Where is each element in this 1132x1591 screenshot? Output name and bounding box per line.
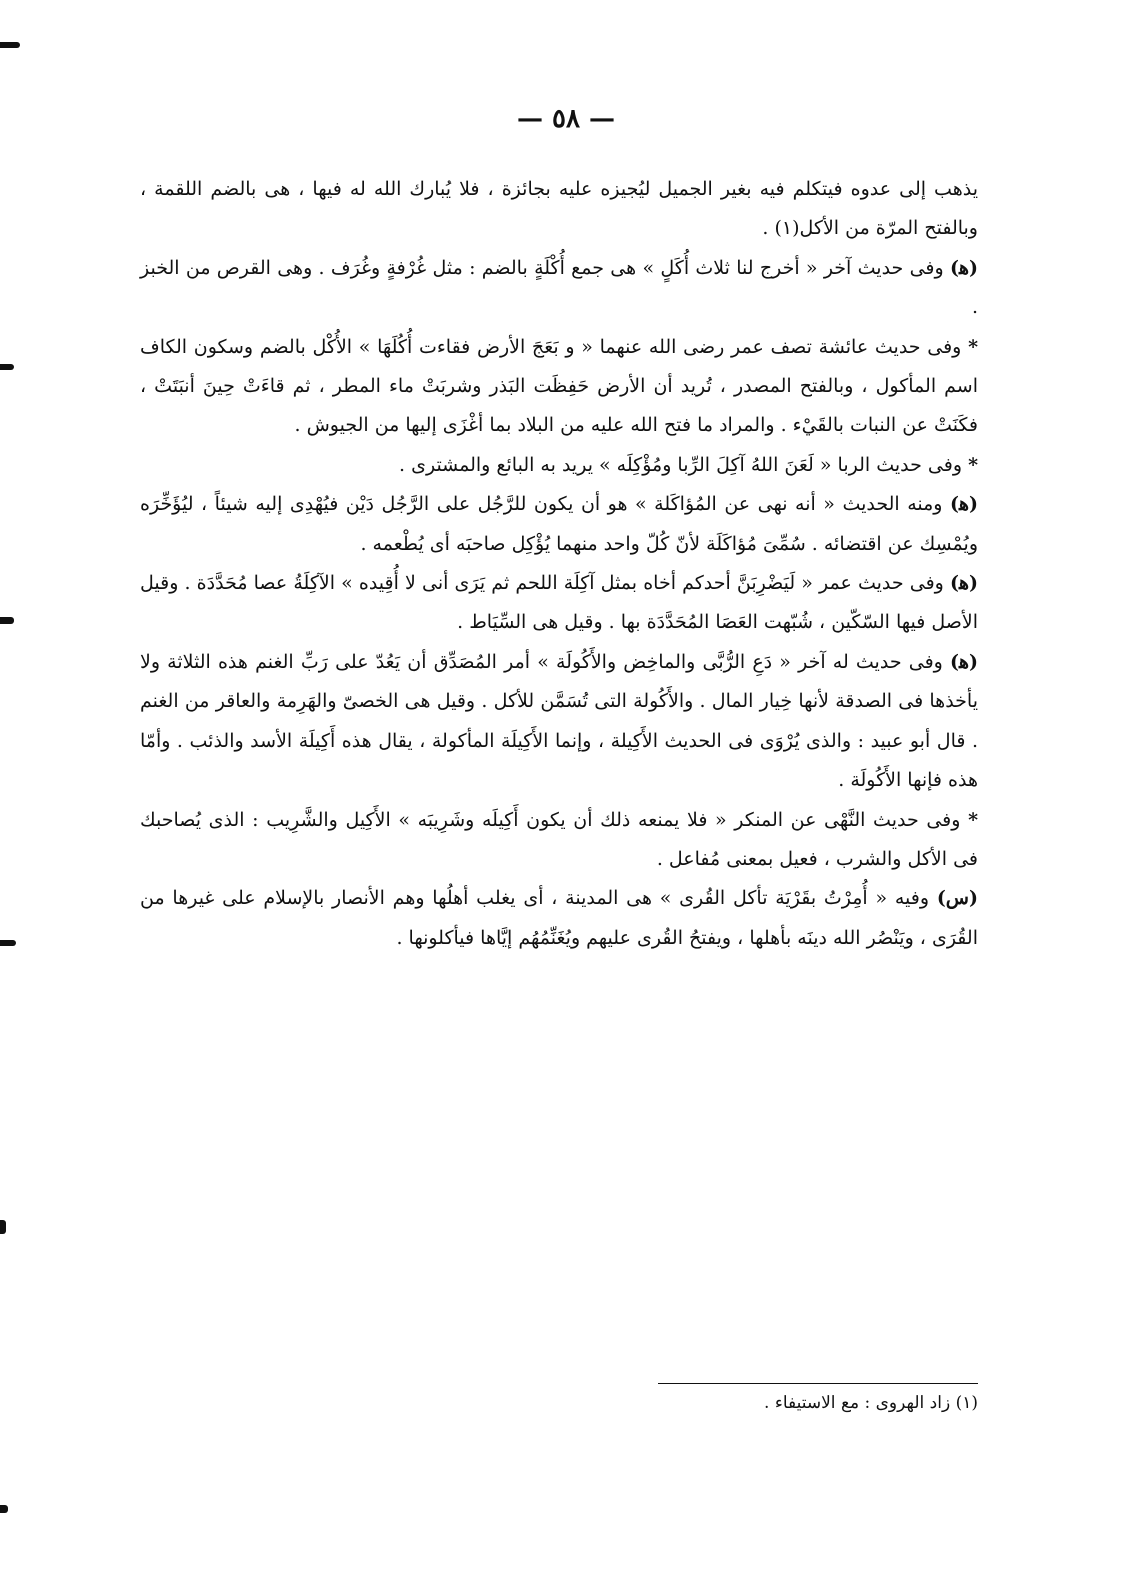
scan-edge-mark [0,42,20,48]
paragraph [140,564,978,643]
page-number: — ٥٨ — [516,104,616,134]
paragraph-text: وفى حديث عائشة تصف عمر رضى الله عنهما « و بَعَجَ الأرض فقاءت أُكُلَهَا » الأُكْل بالضم وسكون الكاف اسم المأكول ، وبالفتح المصدر ، تُريد أن الأرض حَفِظَت البَذر وشربَتْ ماء المطر ، ثم قاءَتْ حِينَ أنبَتَتْ ، فكَنَتْ عن النبات بالقَيْء . والمراد ما فتح الله عليه من البلاد بما أغْزَى إليها من الجيوش . [140,335,978,437]
paragraph [140,643,978,801]
entry-marker: * [968,453,978,476]
body-text [140,170,978,958]
paragraph-text: يذهب إلى عدوه فيتكلم فيه بغير الجميل ليُجيزه عليه بجائزة ، فلا يُبارك الله له فيها ، هى بالضم اللقمة ، وبالفتح المرّة من الأكل(١) . [140,178,978,240]
paragraph-text: وفى حديث النَّهْى عن المنكر « فلا يمنعه ذلك أن يكون أَكِيلَه وشَرِيبَه » الأَكِيل والشَّرِيب : الذى يُصاحبك فى الأكل والشرب ، فعيل بمعنى مُفاعل . [140,808,978,870]
paragraph [140,446,978,485]
paragraph-text: وفى حديث عمر « لَيَضْرِبَنَّ أحدكم أخاه بمثل آكِلَة اللحم ثم يَرَى أنى لا أُقِيده » الآكِلَةُ عصا مُحَدَّدَة . وقيل الأصل فيها السّكّين ، شُبّهت العَصَا المُحَدَّدَة بها . وقيل هى السِّيَاط . [140,572,978,634]
entry-marker: (ﻫ) [950,650,978,673]
paragraph [140,170,978,249]
scan-edge-mark [0,364,14,370]
entry-marker: * [968,335,979,358]
paragraph [140,249,978,328]
scan-edge-mark [0,617,14,624]
paragraph-text: وفيه « أُمِرْتُ بقَرْيَة تأكل القُرى » هى المدينة ، أى يغلب أهلُها وهم الأنصار بالإسلام على غيرها من القُرَى ، ويَنْصُر الله دينَه بأهلها ، ويفتحُ القُرى عليهم ويُغَنِّمُهُم إيَّاها فيأكلونها . [140,887,978,949]
entry-marker: * [968,808,978,831]
scan-edge-mark [0,1220,6,1234]
entry-marker: (ﻫ) [950,493,978,516]
paragraph [140,328,978,446]
footnote: (١) زاد الهروى : مع الاستيفاء . [764,1393,978,1413]
paragraph [140,485,978,564]
paragraph-text: وفى حديث الربا « لَعَنَ اللهُ آكِلَ الرِّبا ومُؤْكِلَه » يريد به البائع والمشترى . [399,453,963,476]
entry-marker: (ﻫ) [950,256,978,279]
entry-marker: (ﻫ) [950,572,978,595]
paragraph-text: وفى حديث آخر « أخرج لنا ثلاث أُكَلٍ » هى جمع أُكْلَةٍ بالضم : مثل غُرْفةٍ وغُرَف . وهى القرص من الخبز . [140,256,978,319]
scan-edge-mark [0,940,16,946]
entry-marker: (س) [936,887,978,910]
paragraph [140,879,978,958]
footnote-divider [658,1383,978,1384]
paragraph-text: ومنه الحديث « أنه نهى عن المُؤاكَلة » هو أن يكون للرَّجُل على الرَّجُل دَيْن فيُهْدِى إليه شيئاً ، ليُؤَخِّرَه ويُمْسِك عن اقتضائه . سُمِّىَ مُؤاكَلَة لأنّ كُلّ واحد منهما يُؤْكِل صاحبَه أى يُطْعمه . [140,493,978,555]
paragraph [140,801,978,880]
paragraph-text: وفى حديث له آخر « دَعِ الرُّبَّى والماخِض والأَكُولَة » أمر المُصَدِّق أن يَعُدّ على رَبِّ الغنم هذه الثلاثة ولا يأخذها فى الصدقة لأنها خِيار المال . والأَكُولة التى تُسَمَّن للأكل . وقيل هى الخصىّ والهَرِمة والعاقر من الغنم . قال أبو عبيد : والذى يُرْوَى فى الحديث الأَكِيلة ، وإنما الأَكِيلَة المأكولة ، يقال هذه أَكِيلَة الأسد والذئب . وأمّا هذه فإنها الأَكُولَة . [140,650,978,792]
scan-edge-mark [0,1505,8,1513]
